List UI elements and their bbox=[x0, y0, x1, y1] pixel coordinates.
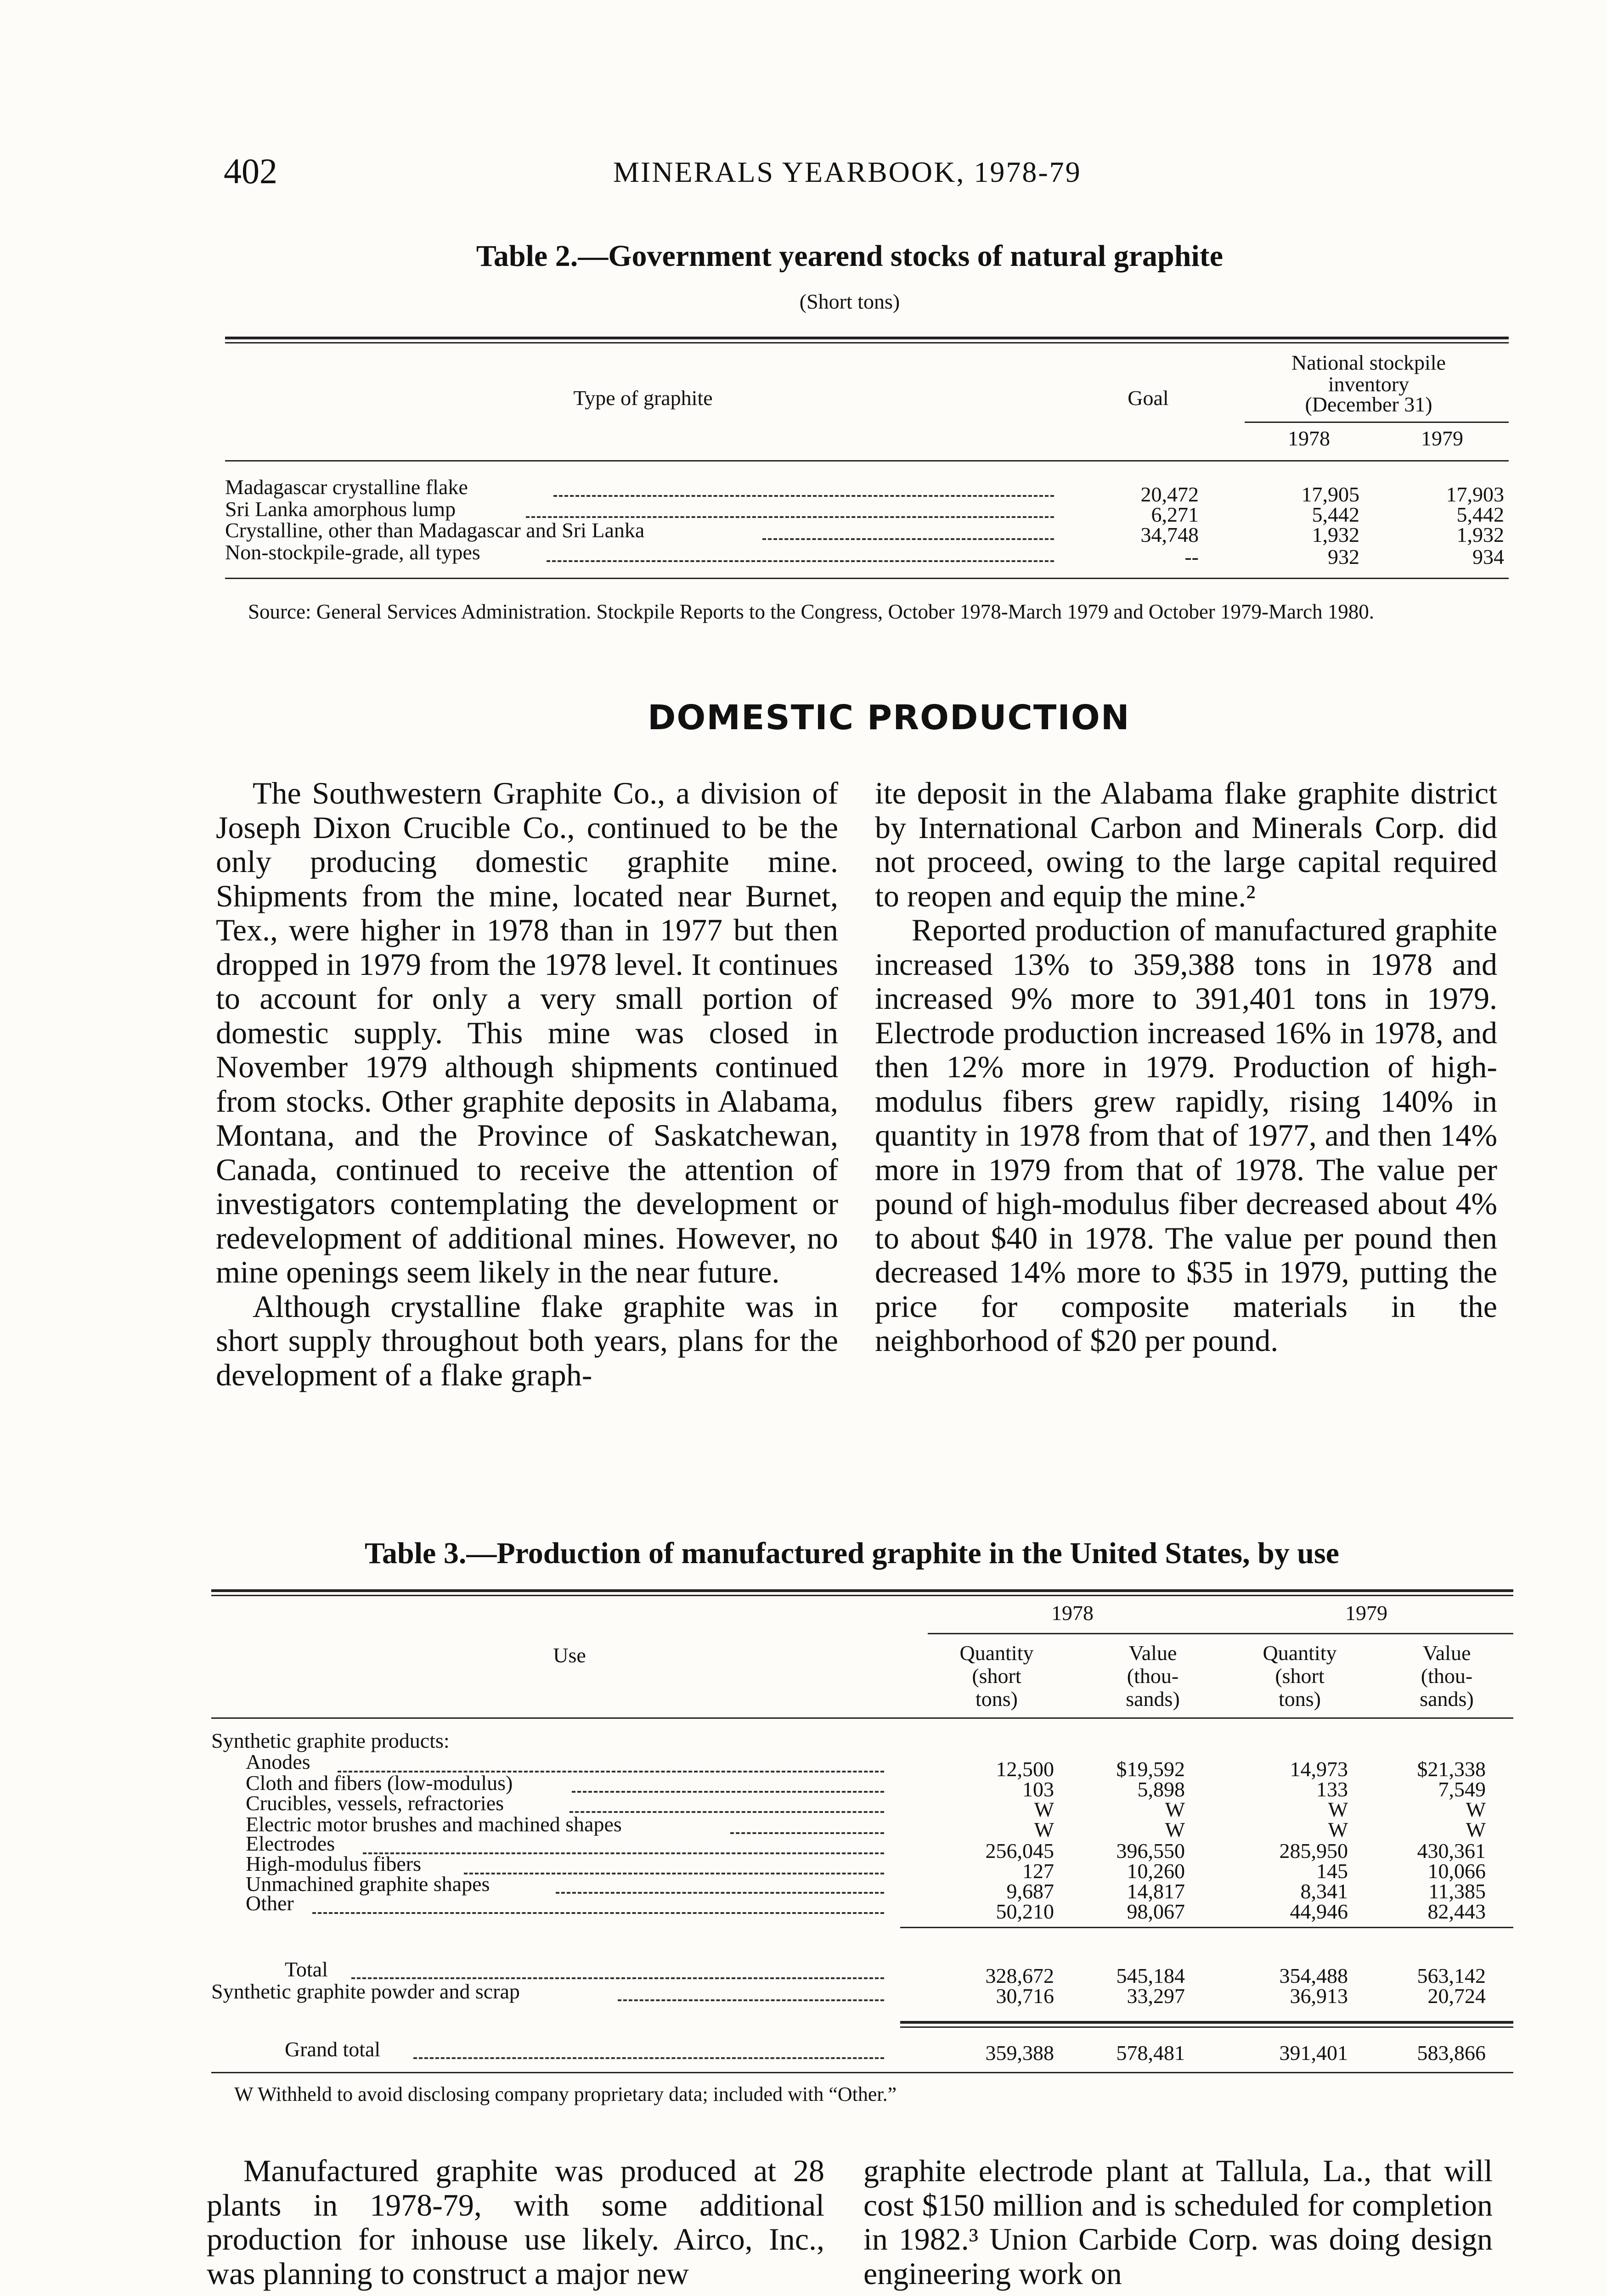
table3-val-head-3: sands) bbox=[1126, 1687, 1180, 1711]
table3-val-head-1: Value bbox=[1128, 1641, 1177, 1665]
table3-q79: 44,946 bbox=[1290, 1900, 1348, 1923]
leader-dots bbox=[556, 1892, 884, 1894]
table3-v79: 82,443 bbox=[1427, 1900, 1486, 1923]
table3-row-label: Electric motor brushes and machined shapes bbox=[246, 1812, 622, 1836]
table3-val-head-2: (thou- bbox=[1421, 1664, 1473, 1688]
paragraph: ite deposit in the Alabama flake graphite district by International Carbon and Minerals Corp. did not proceed, owing to the large capital required to reopen and equip the mine.² bbox=[875, 776, 1497, 913]
table2-row-label: Sri Lanka amorphous lump bbox=[225, 497, 456, 521]
table2-year-1978: 1978 bbox=[1288, 427, 1330, 450]
table2-v1978: 932 bbox=[1328, 545, 1359, 568]
paragraph: Manufactured graphite was produced at 28 plants in 1978-79, with some additional production for inhouse use likely. Airco, Inc., was planning to construct a major new bbox=[207, 2153, 824, 2291]
paragraph: graphite electrode plant at Tallula, La., that will cost $150 million and is scheduled for completion in 1982.³ Union Carbide Corp. was doing design engineering work on bbox=[863, 2153, 1493, 2291]
table3-q79: W bbox=[1328, 1818, 1348, 1841]
table3-v78: 10,260 bbox=[1127, 1859, 1185, 1883]
table3-q79: 145 bbox=[1316, 1859, 1348, 1883]
table3-v78: 98,067 bbox=[1127, 1900, 1185, 1923]
table3-year-1978: 1978 bbox=[1051, 1601, 1094, 1625]
table3-powder-v78: 33,297 bbox=[1127, 1984, 1185, 2008]
body-left-column-lower bbox=[207, 2154, 824, 2290]
table3-qty-head-2: (short bbox=[1275, 1664, 1325, 1688]
table3-v78: 5,898 bbox=[1137, 1778, 1185, 1801]
table3-caption: Table 3.—Production of manufactured graphite in the United States, by use bbox=[365, 1536, 1339, 1570]
table3-q78: 12,500 bbox=[996, 1757, 1054, 1781]
table2-source-note: Source: General Services Administration. Stockpile Reports to the Congress, October 1978-March 1979 and October 1979-March 1980. bbox=[248, 600, 1374, 623]
leader-dots bbox=[730, 1832, 884, 1834]
table3-row-label: Other bbox=[246, 1891, 294, 1915]
table2-caption: Table 2.—Government yearend stocks of natural graphite bbox=[476, 239, 1224, 273]
table3-v79: 430,361 bbox=[1417, 1839, 1486, 1863]
table2-v1979: 5,442 bbox=[1456, 503, 1504, 526]
leader-dots bbox=[363, 1852, 884, 1854]
table2-v1979: 1,932 bbox=[1456, 523, 1504, 546]
table3-col-use: Use bbox=[553, 1643, 586, 1667]
leader-dots bbox=[572, 1791, 884, 1793]
table3-val-head-3: sands) bbox=[1420, 1687, 1474, 1711]
table3-q78: 50,210 bbox=[996, 1900, 1054, 1923]
table3-val-head-1: Value bbox=[1422, 1641, 1471, 1665]
paragraph: Although crystalline flake graphite was in short supply throughout both years, plans for the development of a flake graph- bbox=[216, 1289, 838, 1392]
table2-v1979: 17,903 bbox=[1446, 483, 1504, 506]
table3-v79: $21,338 bbox=[1417, 1757, 1486, 1781]
table3-q79: 285,950 bbox=[1279, 1839, 1348, 1863]
table2-col-goal: Goal bbox=[1128, 386, 1169, 410]
table3-q78: 9,687 bbox=[1006, 1880, 1054, 1903]
table3-row-label: Cloth and fibers (low-modulus) bbox=[246, 1771, 513, 1795]
paragraph: Reported production of manufactured graphite increased 13% to 359,388 tons in 1978 and increased 9% more to 391,401 tons in 1979. Electrode production increased 16% in 1978, and then 12% more in 1979. Production of high-modulus fibers grew rapidly, rising 140% in quantity in 1978 from that of 1977, and then 14% more in 1979 from that of 1978. The value per pound of high-modulus fiber decreased about 4% to about $40 in 1978. The value per pound then decreased 14% more to $35 in 1979, putting the price for composite materials in the neighborhood of $20 per pound. bbox=[875, 912, 1497, 1358]
table3-val-head-2: (thou- bbox=[1127, 1664, 1179, 1688]
table2-goal: 20,472 bbox=[1140, 483, 1199, 506]
table2-col-national-3: (December 31) bbox=[1305, 393, 1432, 416]
table3-powder-q78: 30,716 bbox=[996, 1984, 1054, 2008]
table3-head-rule bbox=[211, 1717, 1513, 1719]
table2-col-national-1: National stockpile bbox=[1291, 351, 1446, 374]
table3-q79: 133 bbox=[1316, 1778, 1348, 1801]
paragraph: The Southwestern Graphite Co., a division of Joseph Dixon Crucible Co., continued to be the only producing domestic graphite mine. Shipments from the mine, located near Burnet, Tex., were higher in 1978 than in 1977 but then dropped in 1979 from the 1978 level. It continues to account for only a very small portion of domestic supply. This mine was closed in November 1979 although shipments continued from stocks. Other graphite deposits in Alabama, Montana, and the Province of Saskatchewan, Canada, continued to receive the attention of investigators contemplating the development or redevelopment of additional mines. However, no mine openings seem likely in the near future. bbox=[216, 776, 838, 1289]
table3-grand-label: Grand total bbox=[285, 2037, 381, 2061]
table3-v79: W bbox=[1466, 1798, 1486, 1821]
table3-grand-q78: 359,388 bbox=[985, 2041, 1054, 2065]
table3-year-rule bbox=[928, 1633, 1513, 1634]
table3-v78: $19,592 bbox=[1116, 1757, 1185, 1781]
table3-v78: 14,817 bbox=[1127, 1880, 1185, 1903]
section-heading: DOMESTIC PRODUCTION bbox=[648, 698, 1130, 737]
table2-col-national-2: inventory bbox=[1328, 372, 1410, 396]
table3-qty-head-3: tons) bbox=[975, 1687, 1018, 1711]
table3-v79: 11,385 bbox=[1428, 1880, 1486, 1903]
table2-year-1979: 1979 bbox=[1421, 427, 1463, 450]
table3-grand-v79: 583,866 bbox=[1417, 2041, 1486, 2065]
table3-qty-head-3: tons) bbox=[1279, 1687, 1321, 1711]
leader-dots bbox=[351, 1977, 884, 1979]
table3-v78: W bbox=[1165, 1798, 1185, 1821]
running-head: MINERALS YEARBOOK, 1978-79 bbox=[613, 156, 1082, 188]
table3-subtotal-rule bbox=[900, 1927, 1513, 1928]
table3-q79: 14,973 bbox=[1290, 1757, 1348, 1781]
table3-grand-v78: 578,481 bbox=[1116, 2041, 1185, 2065]
table3-q78: 103 bbox=[1022, 1778, 1054, 1801]
leader-dots bbox=[618, 1999, 884, 2001]
table3-qty-head-1: Quantity bbox=[959, 1641, 1034, 1665]
table3-grand-q79: 391,401 bbox=[1279, 2041, 1348, 2065]
leader-dots bbox=[413, 2057, 884, 2059]
table3-q78: W bbox=[1034, 1798, 1054, 1821]
table3-v78: W bbox=[1165, 1818, 1185, 1841]
table3-v79: 10,066 bbox=[1427, 1859, 1486, 1883]
table2-goal: 6,271 bbox=[1151, 503, 1199, 526]
body-right-column-lower bbox=[863, 2154, 1493, 2290]
table3-total-q79: 354,488 bbox=[1279, 1964, 1348, 1987]
table2-row-label: Crystalline, other than Madagascar and Sri Lanka bbox=[225, 518, 645, 542]
table2-v1978: 1,932 bbox=[1312, 523, 1359, 546]
table3-row-label: High-modulus fibers bbox=[246, 1852, 422, 1875]
table2-v1978: 5,442 bbox=[1312, 503, 1359, 526]
table3-v79: 7,549 bbox=[1438, 1778, 1486, 1801]
leader-dots bbox=[464, 1873, 884, 1874]
table2-v1978: 17,905 bbox=[1301, 483, 1359, 506]
table3-q79: W bbox=[1328, 1798, 1348, 1821]
table3-v78: 396,550 bbox=[1116, 1839, 1185, 1863]
table3-v79: W bbox=[1466, 1818, 1486, 1841]
table3-powder-label: Synthetic graphite powder and scrap bbox=[211, 1980, 520, 2003]
table2-goal: 34,748 bbox=[1140, 523, 1199, 546]
table3-qty-head-1: Quantity bbox=[1263, 1641, 1337, 1665]
table3-row-label: Unmachined graphite shapes bbox=[246, 1872, 490, 1896]
table3-q78: 256,045 bbox=[985, 1839, 1054, 1863]
table3-powder-q79: 36,913 bbox=[1290, 1984, 1348, 2008]
table3-bottom-rule bbox=[211, 2072, 1513, 2073]
leader-dots bbox=[312, 1912, 884, 1914]
table3-grand-rule bbox=[900, 2025, 1513, 2028]
table3-row-label: Crucibles, vessels, refractories bbox=[246, 1791, 504, 1815]
table2-subcaption: (Short tons) bbox=[799, 290, 900, 313]
table3-group-label: Synthetic graphite products: bbox=[211, 1729, 450, 1752]
table3-qty-head-2: (short bbox=[972, 1664, 1021, 1688]
table3-q78: W bbox=[1034, 1818, 1054, 1841]
table2-row-label: Non-stockpile-grade, all types bbox=[225, 540, 480, 564]
table3-q78: 127 bbox=[1022, 1859, 1054, 1883]
table3-footnote: W Withheld to avoid disclosing company proprietary data; included with “Other.” bbox=[234, 2083, 897, 2105]
table3-total-v78: 545,184 bbox=[1116, 1964, 1185, 1987]
table3-row-label: Electrodes bbox=[246, 1832, 335, 1855]
table3-row-label: Anodes bbox=[246, 1750, 310, 1773]
page-number: 402 bbox=[224, 151, 277, 191]
table2-v1979: 934 bbox=[1472, 545, 1504, 568]
table2-row-label: Madagascar crystalline flake bbox=[225, 475, 468, 499]
table3-total-label: Total bbox=[285, 1958, 328, 1981]
table2-col-type: Type of graphite bbox=[573, 386, 713, 410]
table3-powder-v79: 20,724 bbox=[1427, 1984, 1486, 2008]
table3-year-1979: 1979 bbox=[1345, 1601, 1387, 1625]
table3-q79: 8,341 bbox=[1300, 1880, 1348, 1903]
table3-total-q78: 328,672 bbox=[985, 1964, 1054, 1987]
table2-goal: -- bbox=[1184, 545, 1199, 568]
table3-total-v79: 563,142 bbox=[1417, 1964, 1486, 1987]
